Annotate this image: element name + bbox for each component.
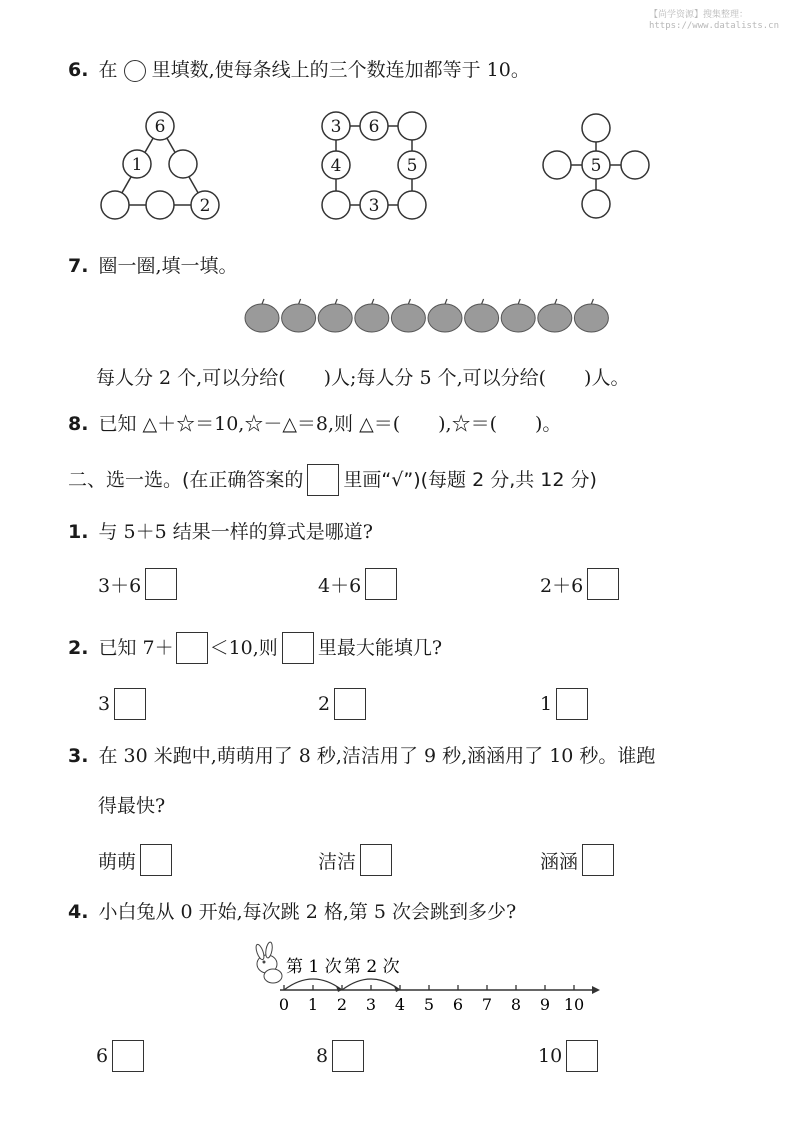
sq-tl-value: 3: [330, 117, 342, 137]
question-7: [68, 254, 238, 278]
tick-label: 8: [510, 995, 522, 1014]
apple-icon[interactable]: [282, 299, 316, 332]
q6-pre: 在: [98, 59, 118, 81]
section-2-pre: 二、选一选。(在正确答案的: [68, 469, 304, 491]
choice-question-4: [68, 900, 516, 924]
q6-diagrams: [0, 100, 793, 230]
question-6: [68, 58, 530, 82]
tri-bottom-mid-circle[interactable]: [146, 191, 174, 219]
tick-label: 6: [452, 995, 464, 1014]
answer-box-symbol: [307, 464, 339, 496]
s1-option-a: [98, 568, 177, 600]
s4-text: 小白兔从 0 开始,每次跳 2 格,第 5 次会跳到多少?: [98, 901, 517, 923]
question-number: 3.: [68, 745, 89, 767]
s1-text: 与 5＋5 结果一样的算式是哪道?: [98, 521, 373, 543]
jump-1-label: 第 1 次: [286, 957, 342, 977]
s4-option-b: [316, 1040, 364, 1072]
option-label: 6: [96, 1045, 109, 1067]
s3-line2: 得最快?: [98, 795, 166, 817]
choice-question-3: [68, 744, 655, 768]
section-2-heading: [68, 464, 597, 496]
choice-question-1: [68, 520, 373, 544]
tri-top-value: 6: [154, 117, 166, 137]
answer-box[interactable]: [114, 688, 146, 720]
option-label: 洁洁: [318, 850, 357, 873]
watermark-line1: 【尚学资源】搜集整理：: [648, 10, 748, 20]
question-number: 7.: [68, 255, 89, 277]
q8-text: 已知 △＋☆＝10,☆－△＝8,则 △＝( ),☆＝( )。: [98, 413, 562, 435]
tri-bottom-left-circle[interactable]: [101, 191, 129, 219]
question-number: 4.: [68, 901, 89, 923]
option-label: 2＋6: [540, 574, 584, 597]
circle-symbol: [124, 60, 146, 82]
cross-left-circle[interactable]: [543, 151, 571, 179]
tick-label: 4: [394, 995, 406, 1014]
tick-label: 5: [423, 995, 435, 1014]
apple-icon[interactable]: [538, 299, 572, 332]
s2-option-a: [98, 688, 146, 720]
answer-box[interactable]: [360, 844, 392, 876]
q6-post: 里填数,使每条线上的三个数连加都等于 10。: [151, 59, 530, 81]
answer-box[interactable]: [332, 1040, 364, 1072]
answer-box[interactable]: [566, 1040, 598, 1072]
apple-icon[interactable]: [391, 299, 425, 332]
answer-box[interactable]: [582, 844, 614, 876]
s3-option-c: [540, 844, 614, 876]
apple-icon[interactable]: [465, 299, 499, 332]
cross-center-value: 5: [590, 156, 602, 176]
question-number: 2.: [68, 637, 89, 659]
s4-option-c: [538, 1040, 598, 1072]
s2-option-c: [540, 688, 588, 720]
option-label: 3＋6: [98, 574, 142, 597]
tick-label: 2: [336, 995, 348, 1014]
s4-option-a: [96, 1040, 144, 1072]
sq-top-mid-value: 6: [368, 117, 380, 137]
answer-box[interactable]: [556, 688, 588, 720]
apple-icon[interactable]: [501, 299, 535, 332]
blank-box: [282, 632, 314, 664]
s1-option-b: [318, 568, 397, 600]
q7-fill-line: 每人分 2 个,可以分给( )人;每人分 5 个,可以分给( )人。: [96, 367, 630, 389]
sq-tr-circle[interactable]: [398, 112, 426, 140]
axis-arrow: [592, 986, 600, 994]
s1-option-c: [540, 568, 619, 600]
tick-label: 0: [278, 995, 290, 1014]
choice-question-2: [68, 632, 442, 664]
apple-icon[interactable]: [428, 299, 462, 332]
option-label: 8: [316, 1045, 329, 1067]
rabbit-icon: [254, 942, 282, 983]
answer-box[interactable]: [145, 568, 177, 600]
s2-post: 里最大能填几?: [317, 637, 442, 659]
s3-line1: 在 30 米跑中,萌萌用了 8 秒,洁洁用了 9 秒,涵涵用了 10 秒。谁跑: [98, 745, 656, 767]
sq-bl-circle[interactable]: [322, 191, 350, 219]
blank-box[interactable]: [176, 632, 208, 664]
number-line: [240, 940, 620, 1020]
question-8: [68, 412, 561, 436]
option-label: 涵涵: [540, 850, 579, 873]
question-number: 1.: [68, 521, 89, 543]
answer-box[interactable]: [334, 688, 366, 720]
sq-bottom-mid-value: 3: [368, 196, 380, 216]
s3-option-b: [318, 844, 392, 876]
tick-label: 1: [307, 995, 319, 1014]
question-number: 6.: [68, 59, 89, 81]
watermark: [649, 10, 779, 32]
tick-label: 7: [481, 995, 493, 1014]
tick-label: 3: [365, 995, 377, 1014]
apple-icon[interactable]: [574, 299, 608, 332]
s2-option-b: [318, 688, 366, 720]
apple-icon[interactable]: [318, 299, 352, 332]
answer-box[interactable]: [587, 568, 619, 600]
apple-icon[interactable]: [355, 299, 389, 332]
sq-left-mid-value: 4: [330, 156, 342, 176]
tri-left-mid-value: 1: [131, 155, 143, 175]
q7-text: 圈一圈,填一填。: [98, 255, 238, 277]
jump-2-label: 第 2 次: [344, 957, 400, 977]
section-2-post: 里画“√”)(每题 2 分,共 12 分): [343, 469, 597, 491]
apple-row: [240, 296, 620, 336]
s2-pre: 已知 7＋: [98, 637, 174, 659]
tri-right-mid-circle[interactable]: [169, 150, 197, 178]
option-label: 2: [318, 693, 331, 715]
s2-mid: ＜10,则: [209, 637, 278, 659]
apple-icon[interactable]: [245, 299, 279, 332]
tri-bottom-right-value: 2: [199, 196, 211, 216]
option-label: 1: [540, 693, 553, 715]
tick-label: 9: [539, 995, 551, 1014]
option-label: 萌萌: [98, 850, 137, 873]
answer-box[interactable]: [365, 568, 397, 600]
sq-br-circle[interactable]: [398, 191, 426, 219]
cross-right-circle[interactable]: [621, 151, 649, 179]
s3-option-a: [98, 844, 172, 876]
cross-top-circle[interactable]: [582, 114, 610, 142]
answer-box[interactable]: [112, 1040, 144, 1072]
option-label: 4＋6: [318, 574, 362, 597]
tick-label: 10: [563, 995, 585, 1014]
cross-bottom-circle[interactable]: [582, 190, 610, 218]
option-label: 3: [98, 693, 111, 715]
answer-box[interactable]: [140, 844, 172, 876]
option-label: 10: [538, 1045, 563, 1067]
question-number: 8.: [68, 413, 89, 435]
sq-right-mid-value: 5: [406, 156, 418, 176]
watermark-line2: https://www.datalists.cn: [648, 21, 779, 31]
